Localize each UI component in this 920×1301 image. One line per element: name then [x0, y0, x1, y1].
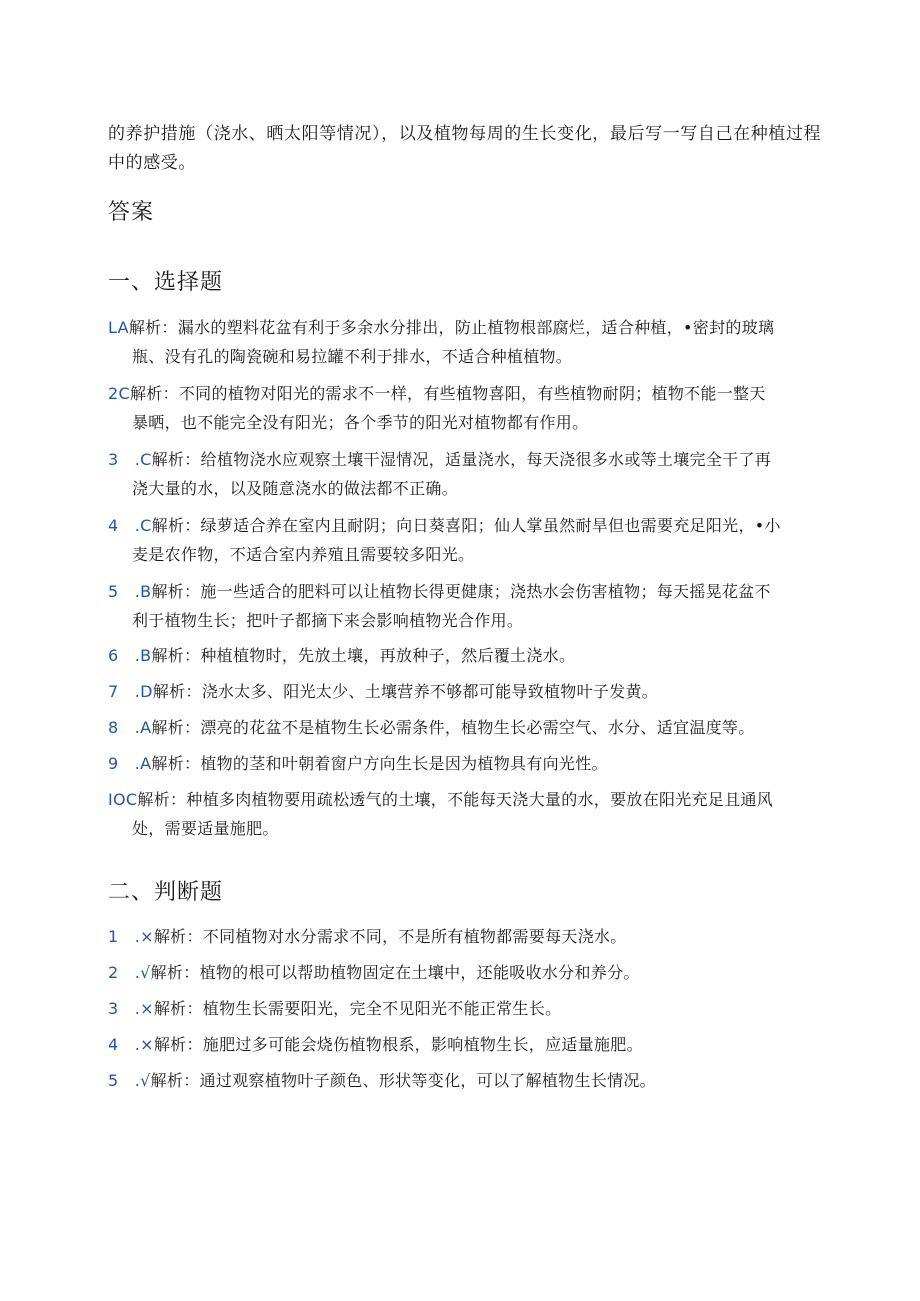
choice-answer-item	[108, 641, 808, 670]
item-number: 9 .A	[108, 754, 152, 773]
item-text: 解析：种植植物时，先放土壤，再放种子，然后覆土浇水。	[151, 646, 576, 665]
intro-paragraph	[108, 120, 822, 178]
answer-title: 答案	[108, 200, 155, 225]
item-number: 3 .C	[108, 450, 152, 469]
item-text-continued: 瓶、没有孔的陶瓷碗和易拉罐不利于排水，不适合种植植物。	[132, 347, 573, 366]
section1-title: 一、选择题	[108, 270, 224, 295]
section2-title: 二、判断题	[108, 880, 224, 905]
item-text: 解析：植物的茎和叶朝着窗户方向生长是因为植物具有向光性。	[151, 754, 608, 773]
judgement-answer-item	[108, 994, 808, 1023]
item-text: 解析：漏水的塑料花盆有利于多余水分排出，防止植物根部腐烂，适合种植，•密封的玻璃	[128, 318, 775, 337]
choice-answer-item	[108, 785, 808, 843]
item-text-continued: 利于植物生长；把叶子都摘下来会影响植物光合作用。	[132, 611, 524, 630]
item-number: 7 .D	[108, 682, 153, 701]
item-number: LA	[108, 318, 129, 337]
item-number: IOC	[108, 790, 138, 809]
intro-line: 的养护措施（浇水、晒太阳等情况），以及植物每周的生长变化，最后写一写自己在种植过程	[108, 124, 822, 144]
intro-line: 中的感受。	[108, 153, 196, 173]
item-text-continued: 处，需要适量施肥。	[132, 819, 279, 838]
item-text: 解析：施肥过多可能会烧伤植物根系，影响植物生长，应适量施肥。	[153, 1035, 643, 1054]
item-text: 解析：漂亮的花盆不是植物生长必需条件，植物生长必需空气、水分、适宜温度等。	[151, 718, 755, 737]
item-number: 2C	[108, 384, 130, 403]
item-text: 解析：植物的根可以帮助植物固定在土壤中，还能吸收水分和养分。	[150, 963, 640, 982]
item-number: 4 .×	[108, 1035, 154, 1054]
choice-answer-item	[108, 511, 808, 569]
judgement-answer-item	[108, 1066, 808, 1095]
item-text: 解析：通过观察植物叶子颜色、形状等变化，可以了解植物生长情况。	[150, 1071, 656, 1090]
choice-answer-item	[108, 677, 808, 706]
item-text-continued: 浇大量的水，以及随意浇水的做法都不正确。	[132, 479, 459, 498]
choice-answer-item	[108, 313, 808, 371]
choice-answer-item	[108, 445, 808, 503]
judgement-answer-item	[108, 958, 808, 987]
item-number: 3 .×	[108, 999, 154, 1018]
item-number: 4 .C	[108, 516, 152, 535]
item-number: 5 .B	[108, 582, 152, 601]
item-text: 解析：浇水太多、阳光太少、土壤营养不够都可能导致植物叶子发黄。	[152, 682, 659, 701]
item-text: 解析：植物生长需要阳光，完全不见阳光不能正常生长。	[153, 999, 562, 1018]
choice-answer-item	[108, 379, 808, 437]
item-number: 5 .√	[108, 1071, 151, 1090]
choice-answer-item	[108, 577, 808, 635]
item-text: 解析：给植物浇水应观察土壤干湿情况，适量浇水，每天浇很多水或等土壤完全干了再	[151, 450, 772, 469]
choice-answer-item	[108, 713, 808, 742]
item-number: 1 .×	[108, 927, 154, 946]
item-text-continued: 暴晒，也不能完全没有阳光；各个季节的阳光对植物都有作用。	[132, 413, 589, 432]
item-text: 解析：施一些适合的肥料可以让植物长得更健康；浇热水会伤害植物；每天摇晃花盆不	[151, 582, 771, 601]
item-number: 6 .B	[108, 646, 152, 665]
item-text-continued: 麦是农作物，不适合室内养殖且需要较多阳光。	[132, 545, 475, 564]
judgement-answer-item	[108, 1030, 808, 1059]
item-text: 解析：不同的植物对阳光的需求不一样，有些植物喜阳，有些植物耐阴；植物不能一整天	[129, 384, 766, 403]
item-text: 解析：绿萝适合养在室内且耐阴；向日葵喜阳；仙人掌虽然耐旱但也需要充足阳光，•小	[151, 516, 781, 535]
item-number: 2 .√	[108, 963, 151, 982]
item-number: 8 .A	[108, 718, 152, 737]
choice-answer-item	[108, 749, 808, 778]
judgement-answer-item	[108, 922, 808, 951]
item-text: 解析：不同植物对水分需求不同，不是所有植物都需要每天浇水。	[153, 927, 627, 946]
item-text: 解析：种植多肉植物要用疏松透气的土壤，不能每天浇大量的水，要放在阳光充足且通风	[137, 790, 774, 809]
